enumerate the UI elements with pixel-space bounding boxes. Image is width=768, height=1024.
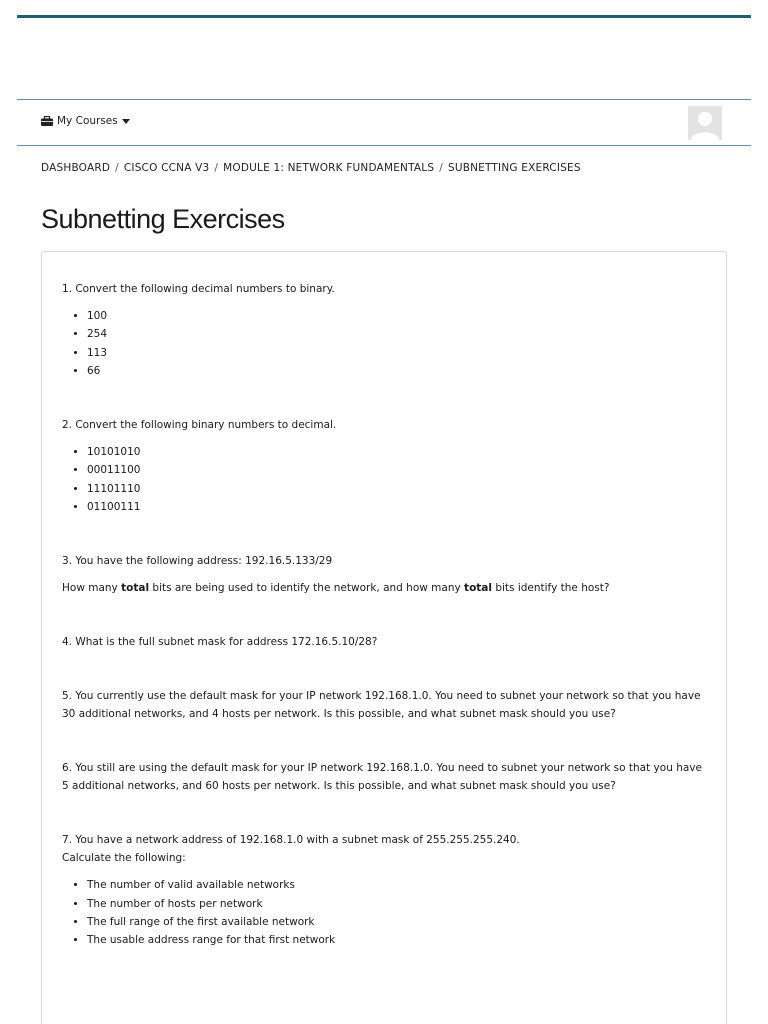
breadcrumb-course[interactable]: CISCO CCNA V3 (123, 162, 210, 174)
list-item: • The number of valid available networks (87, 876, 706, 894)
spacer (62, 651, 706, 687)
question-4: 4. What is the full subnet mask for address 172.16.5.10/28? (62, 636, 378, 649)
list-item: • The number of hosts per network (87, 895, 706, 913)
question-7-subtext: Calculate the following: (62, 852, 186, 865)
question-7: 7. You have a network address of 192.168.1.0 with a subnet mask of 255.255.255.240. (62, 834, 520, 847)
question-3-detail (62, 579, 706, 597)
question-7-list (62, 876, 706, 949)
breadcrumb-separator: / (439, 162, 443, 174)
question-6: 6. You still are using the default mask for your IP network 192.168.1.0. You need to subnet your network so that you have 5 additional networks, and 60 hosts per network. Is this possible, and what subnet mask should you use? (62, 762, 702, 793)
question-1: 1. Convert the following decimal numbers to binary. (62, 283, 335, 295)
spacer (62, 516, 706, 552)
list-item: • 254 (87, 325, 706, 343)
list-item: • 00011100 (87, 461, 706, 479)
navbar (17, 99, 751, 146)
spacer (62, 570, 706, 579)
question-1-list (62, 307, 706, 380)
q3-detail-part3: bits identify the host? (491, 582, 610, 595)
list-item: • The full range of the first available network (87, 913, 706, 931)
page-title: Subnetting Exercises (41, 204, 285, 234)
breadcrumb (41, 162, 581, 174)
question-5: 5. You currently use the default mask for your IP network 192.168.1.0. You need to subnet your network so that you have 30 additional networks, and 4 hosts per network. Is this possible, and what subnet mask should you use? (62, 690, 701, 721)
list-item: • 01100111 (87, 498, 706, 516)
spacer (62, 795, 706, 831)
spacer (62, 380, 706, 416)
q3-bold-total-2: total (464, 582, 492, 595)
question-3: 3. You have the following address: 192.16.5.133/29 (62, 555, 333, 568)
question-2: 2. Convert the following binary numbers to decimal. (62, 419, 337, 432)
spacer (62, 723, 706, 759)
user-silhouette-icon (688, 106, 722, 140)
list-item: • The usable address range for that first network (87, 931, 706, 949)
list-item: • 10101010 (87, 443, 706, 461)
breadcrumb-module[interactable]: MODULE 1: NETWORK FUNDAMENTALS (223, 162, 435, 174)
user-avatar[interactable] (688, 106, 722, 140)
breadcrumb-dashboard[interactable]: DASHBOARD (41, 162, 111, 174)
breadcrumb-separator: / (214, 162, 219, 174)
top-accent-bar (17, 15, 751, 18)
spacer (62, 597, 706, 633)
caret-down-icon (122, 119, 130, 124)
q3-detail-part1: How many (62, 582, 122, 595)
list-item: • 11101110 (87, 480, 706, 498)
content-box (41, 251, 727, 1024)
q3-bold-total-1: total (121, 582, 150, 595)
question-2-list (62, 443, 706, 516)
my-courses-menu[interactable] (41, 115, 130, 127)
q3-detail-part2: bits are being used to identify the network, and how many (149, 582, 465, 595)
list-item: • 100 (87, 307, 706, 325)
breadcrumb-current[interactable]: SUBNETTING EXERCISES (447, 162, 581, 174)
list-item: • 66 (87, 362, 706, 380)
my-courses-label: My Courses (57, 115, 118, 127)
list-item: • 113 (87, 344, 706, 362)
briefcase-icon (41, 116, 53, 126)
breadcrumb-separator: / (115, 162, 119, 174)
